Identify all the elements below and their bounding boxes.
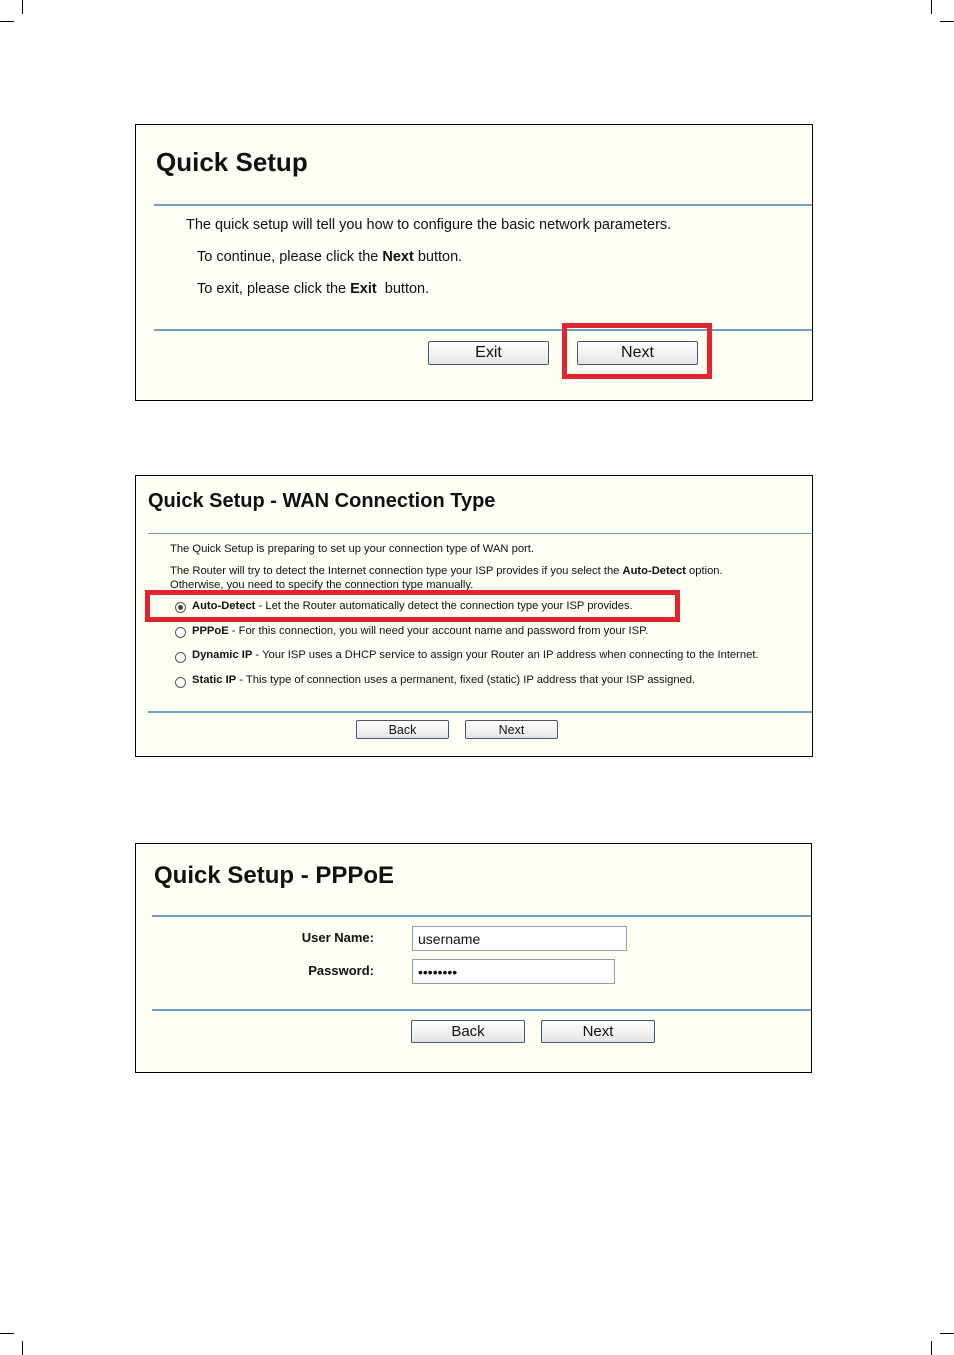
crop-mark bbox=[940, 21, 954, 22]
continue-instruction bbox=[197, 249, 462, 265]
crop-mark bbox=[931, 0, 932, 14]
option-desc: - Let the Router automatically detect the connection type your ISP provides. bbox=[255, 600, 633, 612]
divider bbox=[154, 329, 812, 331]
option-name: PPPoE bbox=[192, 625, 229, 637]
username-input[interactable] bbox=[412, 926, 627, 951]
crop-mark bbox=[0, 21, 14, 22]
radio-pppoe[interactable] bbox=[175, 627, 186, 638]
option-name: Auto-Detect bbox=[192, 600, 256, 612]
password-label: Password: bbox=[308, 963, 374, 978]
crop-mark bbox=[0, 1333, 14, 1334]
manual-description: Otherwise, you need to specify the connection type manually. bbox=[170, 579, 474, 591]
intro-text: The Quick Setup is preparing to set up your connection type of WAN port. bbox=[170, 543, 534, 555]
crop-mark bbox=[931, 1341, 932, 1355]
page-title: Quick Setup - WAN Connection Type bbox=[148, 490, 496, 512]
username-label: User Name: bbox=[301, 930, 374, 945]
crop-mark bbox=[22, 0, 23, 14]
exit-text-end: button. bbox=[376, 281, 430, 297]
auto-detect-keyword: Auto-Detect bbox=[622, 565, 686, 577]
continue-text: To continue, please click the bbox=[197, 249, 383, 265]
continue-text-end: button. bbox=[413, 249, 463, 265]
intro-text: The quick setup will tell you how to configure the basic network parameters. bbox=[186, 217, 672, 233]
option-static-ip bbox=[192, 674, 695, 686]
password-input[interactable] bbox=[412, 959, 615, 984]
radio-static-ip[interactable] bbox=[175, 677, 186, 688]
divider bbox=[152, 1009, 811, 1011]
next-button-highlight bbox=[562, 323, 712, 379]
next-keyword: Next bbox=[382, 249, 414, 265]
option-name: Dynamic IP bbox=[192, 649, 253, 661]
exit-button[interactable]: Exit bbox=[428, 341, 549, 365]
crop-mark bbox=[940, 1333, 954, 1334]
next-button[interactable]: Next bbox=[541, 1020, 655, 1043]
divider bbox=[154, 204, 812, 206]
pppoe-panel bbox=[135, 843, 812, 1073]
auto-detect-highlight bbox=[145, 590, 680, 622]
detect-text-end: option. bbox=[685, 565, 723, 577]
option-desc: - Your ISP uses a DHCP service to assign your Router an IP address when connecting to the Internet. bbox=[252, 649, 759, 661]
next-button[interactable]: Next bbox=[577, 341, 698, 365]
option-desc: - This type of connection uses a permanent, fixed (static) IP address that your ISP assigned. bbox=[236, 674, 696, 686]
exit-instruction bbox=[197, 281, 429, 297]
next-button[interactable]: Next bbox=[465, 720, 558, 739]
radio-dynamic-ip[interactable] bbox=[175, 652, 186, 663]
detect-description bbox=[170, 565, 723, 577]
detect-text: The Router will try to detect the Internet connection type your ISP provides if you select the bbox=[170, 565, 623, 577]
back-button[interactable]: Back bbox=[411, 1020, 525, 1043]
option-desc: - For this connection, you will need your account name and password from your ISP. bbox=[228, 625, 649, 637]
divider bbox=[152, 915, 811, 917]
exit-text: To exit, please click the bbox=[197, 281, 351, 297]
back-button[interactable]: Back bbox=[356, 720, 449, 739]
page-title: Quick Setup - PPPoE bbox=[154, 862, 395, 889]
crop-mark bbox=[22, 1341, 23, 1355]
divider bbox=[148, 711, 812, 713]
option-pppoe bbox=[192, 625, 648, 637]
option-name: Static IP bbox=[192, 674, 237, 686]
divider bbox=[148, 533, 812, 534]
page-title: Quick Setup bbox=[156, 147, 308, 177]
option-dynamic-ip bbox=[192, 649, 759, 661]
exit-keyword: Exit bbox=[350, 281, 377, 297]
